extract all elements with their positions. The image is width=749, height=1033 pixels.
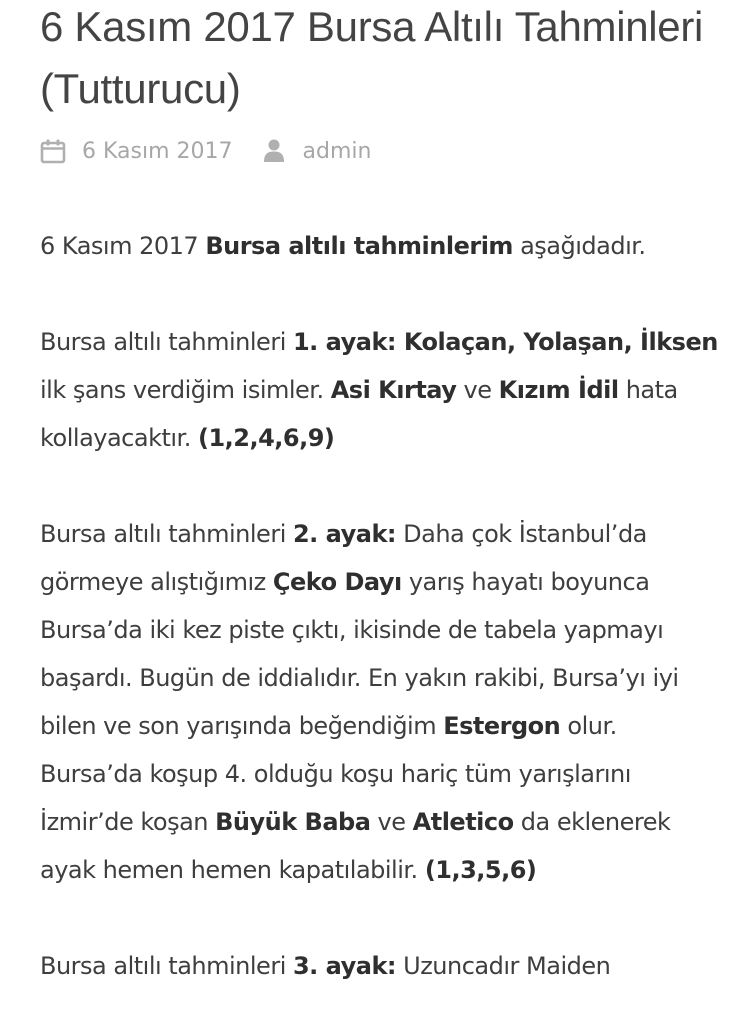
leg2-bold-6: (1,3,5,6)	[424, 856, 537, 884]
calendar-icon	[40, 138, 66, 164]
user-icon	[263, 138, 289, 164]
leg3-text-1: Bursa altılı tahminleri	[40, 952, 293, 980]
leg2-text-3: yarış hayatı boyunca Bursa’da iki kez piste çıktı, ikisinde de tabela yapmayı başardı. Bugün de iddialıdır. En yakın rakibi, Bursa’yı iyi bilen ve son yarışında beğendiğim	[40, 568, 679, 740]
leg1-paragraph	[40, 318, 720, 462]
post-content	[40, 222, 720, 1033]
leg1-bold-4: (1,2,4,6,9)	[197, 424, 335, 452]
leg2-bold-4: Büyük Baba	[215, 808, 371, 836]
leg1-bold-2: Asi Kırtay	[330, 376, 457, 404]
post-date-link[interactable]: 6 Kasım 2017	[82, 138, 233, 164]
leg2-bold-3: Estergon	[443, 712, 561, 740]
leg1-text-4: hata kollayacaktır.	[40, 376, 678, 452]
leg2-bold-1: 2. ayak:	[292, 520, 397, 548]
intro-text-2: aşağıdadır.	[512, 232, 646, 260]
post-meta	[40, 134, 371, 168]
leg1-text-2: ilk şans verdiğim isimler.	[40, 376, 331, 404]
post-title: 6 Kasım 2017 Bursa Altılı Tahminleri (Tutturucu)	[40, 3, 704, 112]
leg3-bold-1: 3. ayak:	[292, 952, 397, 980]
leg2-bold-2: Çeko Dayı	[272, 568, 402, 596]
leg3-text-2: Uzuncadır Maiden	[396, 952, 611, 980]
leg2-text-6: da eklenerek ayak hemen hemen kapatılabilir.	[40, 808, 671, 884]
leg2-text-4: olur. Bursa’da koşup 4. olduğu koşu hariç tüm yarışlarını İzmir’de koşan	[40, 712, 631, 836]
leg2-text-2: Daha çok İstanbul’da görmeye alıştığımız	[40, 520, 647, 596]
leg2-text-1: Bursa altılı tahminleri	[40, 520, 293, 548]
leg2-text-5: ve	[370, 808, 413, 836]
intro-bold-1: Bursa altılı tahminlerim	[205, 232, 513, 260]
intro-paragraph	[40, 222, 720, 270]
leg1-text-3: ve	[456, 376, 499, 404]
leg2-bold-5: Atletico	[412, 808, 514, 836]
leg1-bold-1: 1. ayak: Kolaçan, Yolaşan, İlksen	[292, 328, 718, 356]
leg3-paragraph	[40, 942, 720, 990]
leg2-paragraph	[40, 510, 720, 894]
intro-text-1: 6 Kasım 2017	[40, 232, 206, 260]
post-author-link[interactable]: admin	[302, 138, 372, 164]
leg1-text-1: Bursa altılı tahminleri	[40, 328, 293, 356]
leg1-bold-3: Kızım İdil	[498, 376, 619, 404]
